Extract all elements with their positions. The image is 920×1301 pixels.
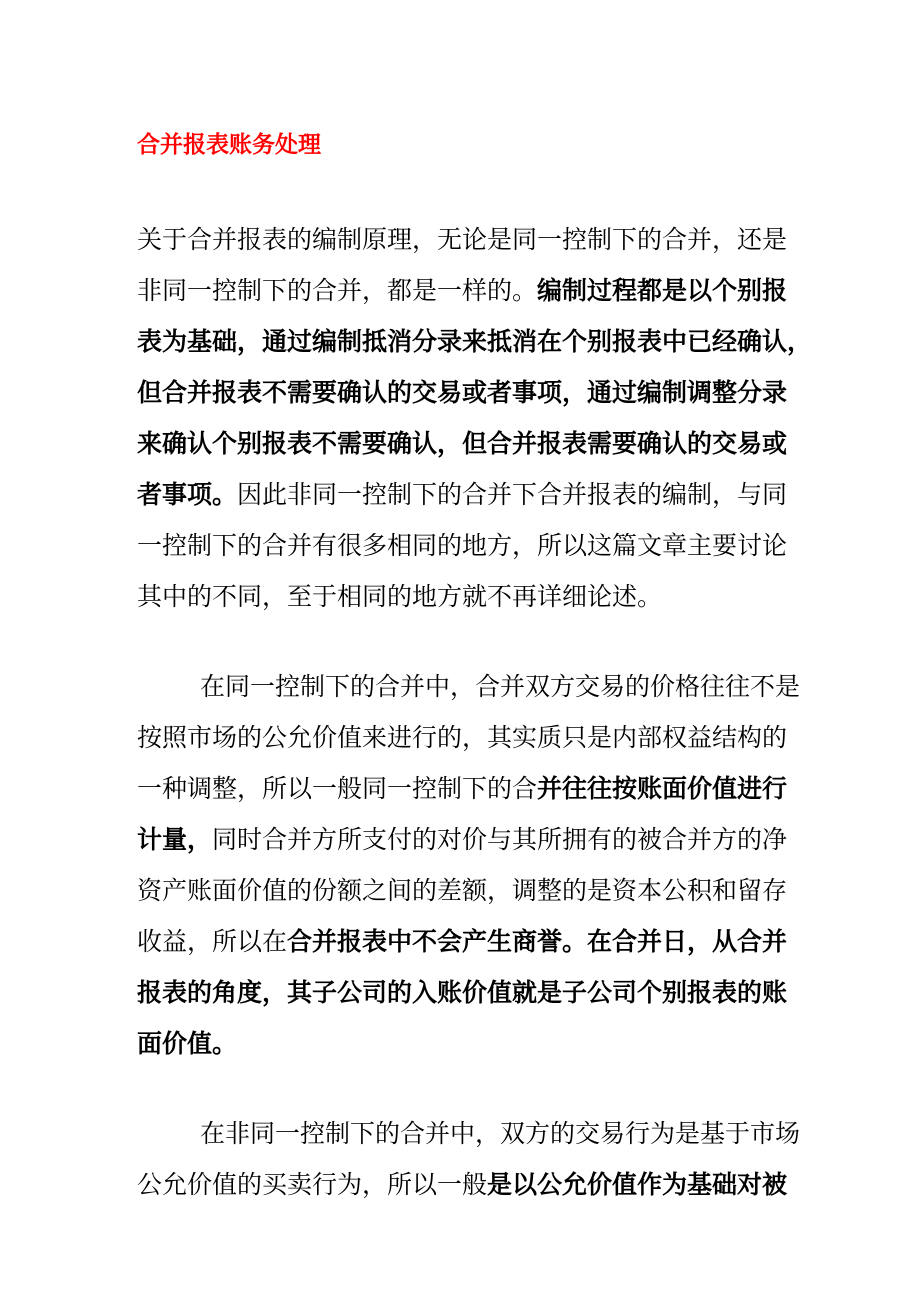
text-run: 一种调整，所以一般同一控制下的合 — [137, 774, 538, 803]
document-title: 合并报表账务处理 — [137, 132, 321, 158]
text-run: 其中的不同，至于相同的地方就不再详细论述。 — [137, 582, 663, 611]
bold-text-run: 但合并报表不需要确认的交易或者事项，通过编制调整分录 — [137, 378, 788, 407]
paragraph-line — [137, 529, 797, 563]
paragraph-line — [137, 223, 797, 257]
bold-text-run: 并往往按账面价值进行 — [537, 774, 788, 803]
bold-text-run: 编制过程都是以个别报 — [537, 276, 788, 305]
paragraph-line — [137, 976, 797, 1010]
bold-text-run: 是以公允价值作为基础对被 — [487, 1170, 788, 1199]
paragraph-line — [200, 670, 860, 704]
text-run: 公允价值的买卖行为，所以一般 — [137, 1170, 488, 1199]
paragraph-line — [137, 874, 797, 908]
text-run: 在同一控制下的合并中，合并双方交易的价格往往不是 — [200, 672, 801, 701]
paragraph-line — [137, 721, 797, 755]
paragraph-line — [137, 376, 797, 410]
bold-text-run: 报表的角度，其子公司的入账价值就是子公司个别报表的账 — [137, 978, 788, 1007]
text-run: 收益，所以在 — [137, 927, 288, 956]
text-run: 按照市场的公允价值来进行的，其实质只是内部权益结构的 — [137, 723, 788, 752]
paragraph-line — [137, 478, 797, 512]
paragraph-line — [137, 580, 797, 614]
bold-text-run: 表为基础，通过编制抵消分录来抵消在个别报表中已经确认， — [137, 327, 813, 356]
bold-text-run: 面价值。 — [137, 1029, 238, 1058]
text-run: 因此非同一控制下的合并下合并报表的编制，与同 — [237, 480, 788, 509]
paragraph-line — [137, 427, 797, 461]
paragraph-line — [137, 925, 797, 959]
bold-text-run: 来确认个别报表不需要确认，但合并报表需要确认的交易或 — [137, 429, 788, 458]
paragraph-line — [200, 1117, 860, 1151]
text-run: 在非同一控制下的合并中，双方的交易行为是基于市场 — [200, 1119, 801, 1148]
bold-text-run: 合并报表中不会产生商誉。在合并日，从合并 — [287, 927, 788, 956]
bold-text-run: 者事项。 — [137, 480, 238, 509]
paragraph-line — [137, 1027, 797, 1061]
paragraph-line — [137, 823, 797, 857]
text-run: 同时合并方所支付的对价与其所拥有的被合并方的净 — [212, 825, 788, 854]
paragraph-line — [137, 1168, 797, 1202]
text-run: 非同一控制下的合并，都是一样的。 — [137, 276, 538, 305]
paragraph-line — [137, 274, 797, 308]
bold-text-run: 计量， — [137, 825, 213, 854]
paragraph-line — [137, 325, 813, 359]
text-run: 关于合并报表的编制原理，无论是同一控制下的合并，还是 — [137, 225, 788, 254]
text-run: 一控制下的合并有很多相同的地方，所以这篇文章主要讨论 — [137, 531, 788, 560]
text-run: 资产账面价值的份额之间的差额，调整的是资本公积和留存 — [137, 876, 788, 905]
paragraph-line — [137, 772, 797, 806]
